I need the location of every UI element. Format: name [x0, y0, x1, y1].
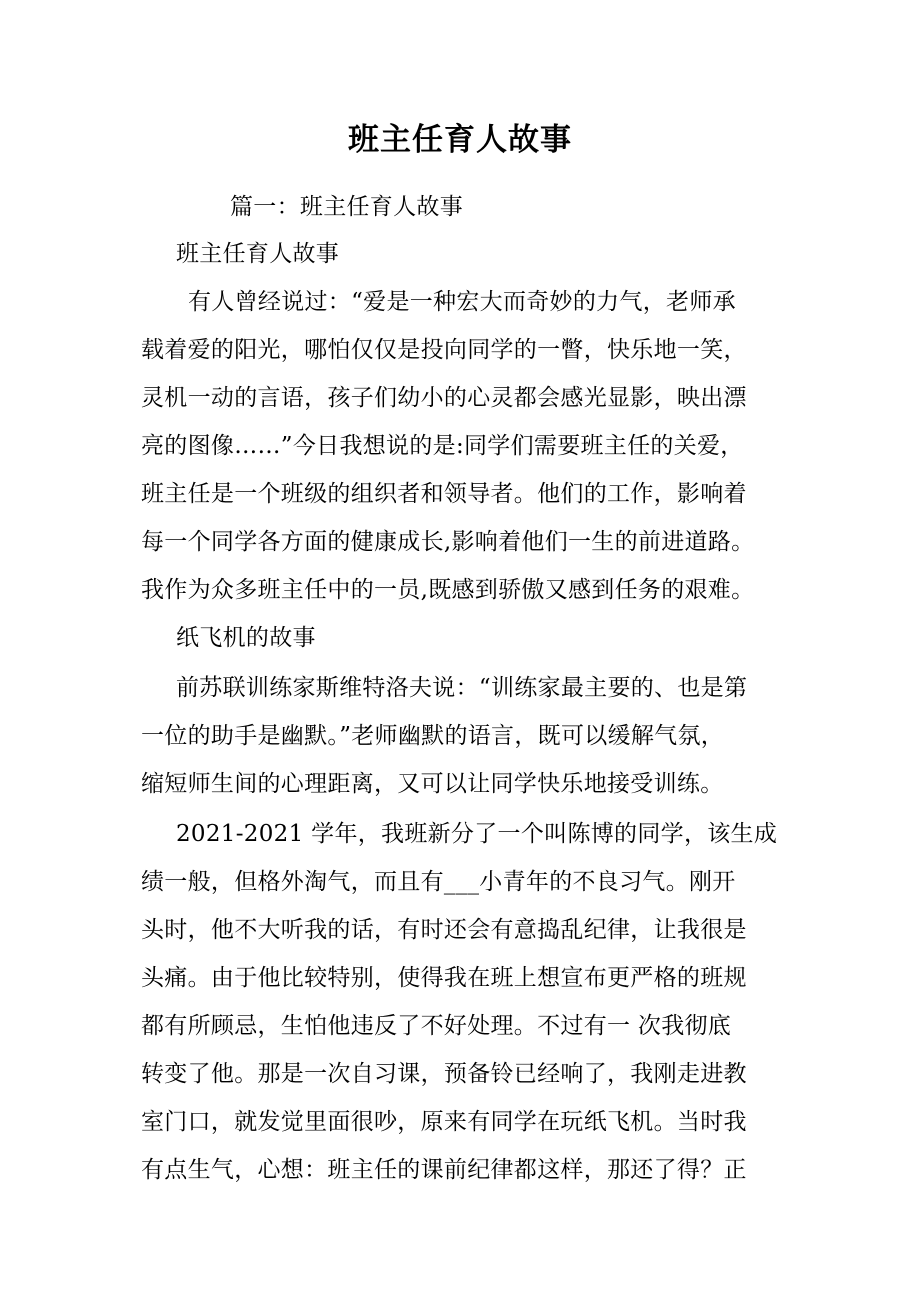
paragraph-line: 有点生气，心想：班主任的课前纪律都这样，那还了得？正 [141, 1157, 747, 1183]
section-heading: 篇一：班主任育人故事 [230, 194, 463, 220]
paragraph-line: 每一个同学各方面的健康成长,影响着他们一生的前进道路。 [141, 529, 755, 555]
paragraph-line: 有人曾经说过：“爱是一种宏大而奇妙的力气，老师承 [188, 289, 736, 315]
paragraph-line: 班主任是一个班级的组织者和领导者。他们的工作，影响着 [141, 481, 747, 507]
paragraph-line: 载着爱的阳光，哪怕仅仅是投向同学的一瞥，快乐地一笑， [141, 337, 747, 363]
paragraph-line: 头时，他不大听我的话，有时还会有意捣乱纪律，让我很是 [141, 917, 747, 943]
paragraph-line: 2021-2021 学年，我班新分了一个叫陈博的同学，该生成 [176, 821, 778, 847]
paragraph-line: 前苏联训练家斯维特洛夫说：“训练家最主要的、也是第 [176, 675, 748, 701]
paragraph-line: 头痛。由于他比较特别，使得我在班上想宣布更严格的班规 [141, 965, 747, 991]
page-title: 班主任育人故事 [348, 122, 572, 158]
paragraph-line: 缩短师生间的心理距离，又可以让同学快乐地接受训练。 [141, 771, 724, 797]
paragraph-line: 室门口，就发觉里面很吵，原来有同学在玩纸飞机。当时我 [141, 1109, 747, 1135]
subheading: 班主任育人故事 [176, 241, 340, 267]
paragraph-line: 我作为众多班主任中的一员,既感到骄傲又感到任务的艰难。 [141, 577, 755, 603]
subheading: 纸飞机的故事 [176, 625, 316, 651]
paragraph-line: 一位的助手是幽默。”老师幽默的语言，既可以缓解气氛， [141, 723, 725, 749]
paragraph-line: 亮的图像……”今日我想说的是:同学们需要班主任的关爱， [141, 433, 744, 459]
paragraph-line: 转变了他。那是一次自习课，预备铃已经响了，我刚走进教 [141, 1061, 747, 1087]
paragraph-line: 都有所顾忌，生怕他违反了不好处理。不过有一 次我彻底 [141, 1013, 732, 1039]
paragraph-line: 绩一般，但格外淘气，而且有___小青年的不良习气。刚开 [141, 869, 736, 895]
paragraph-line: 灵机一动的言语，孩子们幼小的心灵都会感光显影，映出漂 [141, 385, 747, 411]
